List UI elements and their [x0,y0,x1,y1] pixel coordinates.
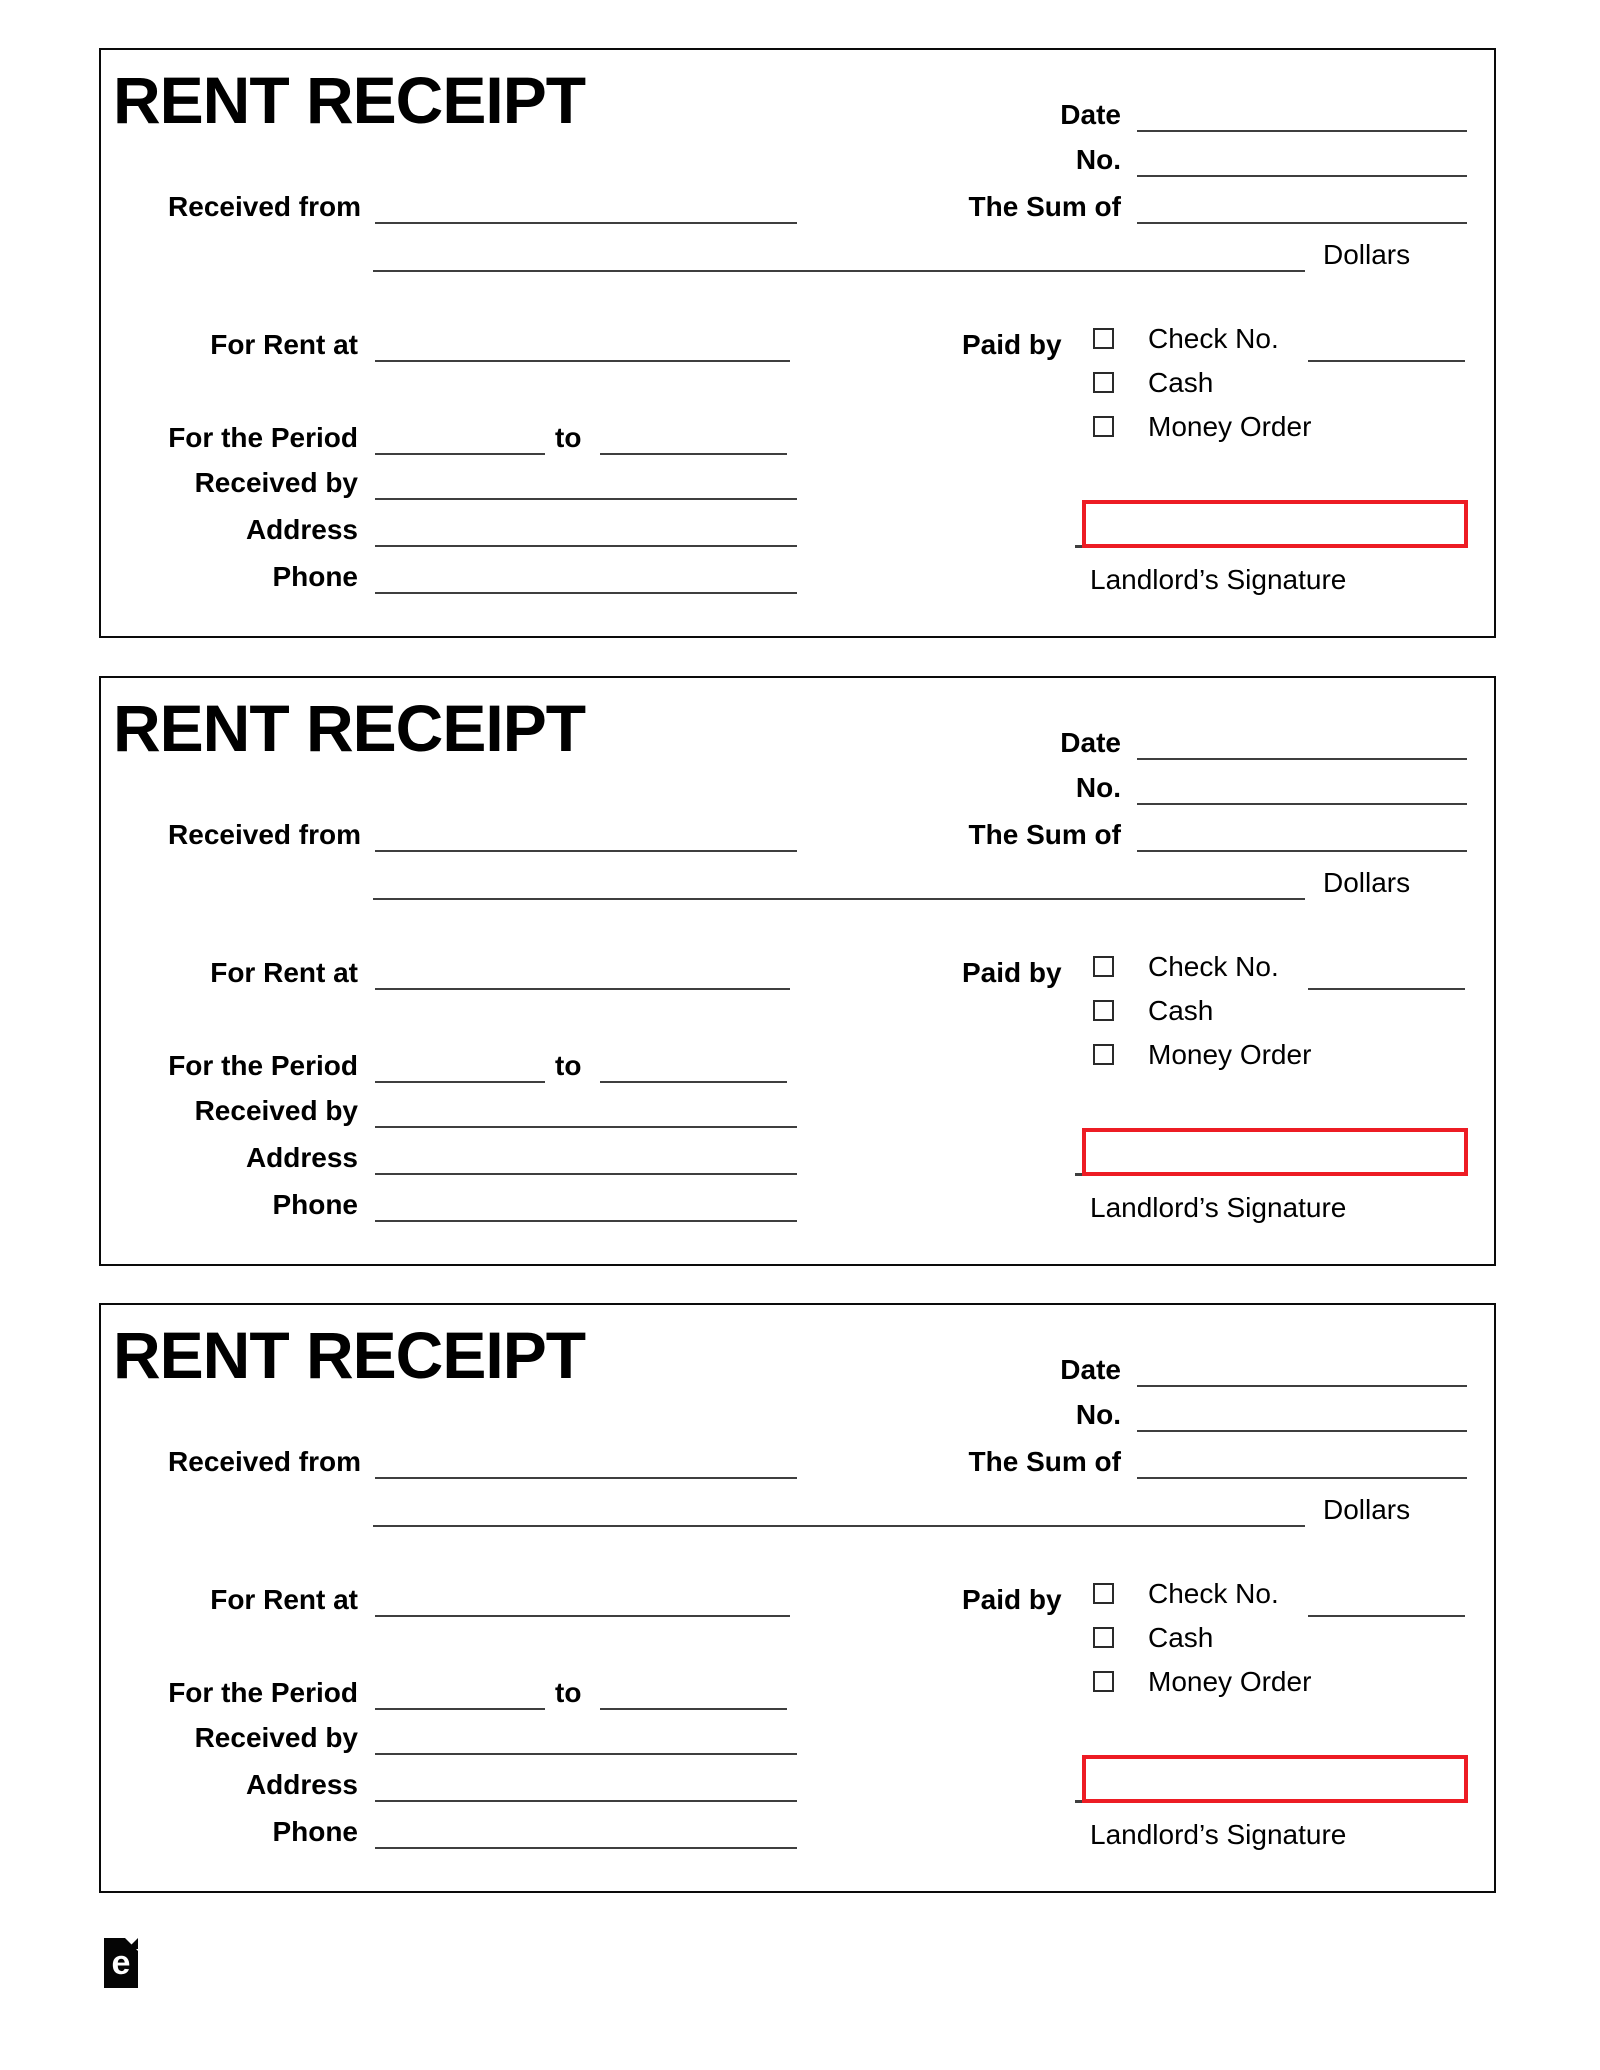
dollars-label: Dollars [1323,239,1411,270]
period-to-label: to [555,1677,582,1708]
landlord-signature-label: Landlord’s Signature [1090,1819,1347,1850]
check-no-label: Check No. [1148,323,1279,354]
for-rent-at-label: For Rent at [210,1584,358,1615]
sum-input-line[interactable] [1137,1477,1467,1479]
received-from-label: Received from [168,1446,361,1477]
receipt-number-label: No. [1075,1399,1121,1430]
rent-receipt-block [99,48,1496,638]
money-order-checkbox[interactable] [1093,1671,1114,1692]
money-order-label: Money Order [1148,411,1312,442]
landlord-signature-label: Landlord’s Signature [1090,1192,1347,1223]
address-input-line[interactable] [375,545,797,547]
money-order-checkbox[interactable] [1093,1044,1114,1065]
paid-by-label: Paid by [962,1584,1062,1615]
receipt-title: RENT RECEIPT [113,691,586,765]
check-no-checkbox[interactable] [1093,328,1114,349]
period-label: For the Period [168,1050,358,1081]
address-label: Address [245,514,358,545]
cash-checkbox[interactable] [1093,1000,1114,1021]
received-from-label: Received from [168,191,361,222]
date-label: Date [1060,1354,1121,1385]
landlord-signature-field[interactable] [1082,500,1468,548]
sum-label: The Sum of [968,819,1121,850]
cash-checkbox[interactable] [1093,372,1114,393]
date-input-line[interactable] [1137,1385,1467,1387]
money-order-label: Money Order [1148,1039,1312,1070]
for-rent-at-label: For Rent at [210,957,358,988]
landlord-signature-label: Landlord’s Signature [1090,564,1347,595]
for-rent-at-input-line[interactable] [375,988,790,990]
receipt-title: RENT RECEIPT [113,63,586,137]
phone-label: Phone [272,1189,358,1220]
check-no-input-line[interactable] [1308,360,1465,362]
receipt-number-input-line[interactable] [1137,1430,1467,1432]
landlord-signature-field[interactable] [1082,1755,1468,1803]
rent-receipt-block [99,676,1496,1266]
receipt-number-input-line[interactable] [1137,175,1467,177]
period-end-input-line[interactable] [600,1708,787,1710]
phone-input-line[interactable] [375,1847,797,1849]
check-no-label: Check No. [1148,951,1279,982]
address-label: Address [245,1769,358,1800]
check-no-input-line[interactable] [1308,1615,1465,1617]
received-by-label: Received by [194,467,358,498]
cash-checkbox[interactable] [1093,1627,1114,1648]
cash-label: Cash [1148,367,1214,398]
address-label: Address [245,1142,358,1173]
amount-words-input-line[interactable] [373,1525,1305,1527]
check-no-checkbox[interactable] [1093,956,1114,977]
received-by-label: Received by [194,1722,358,1753]
phone-input-line[interactable] [375,592,797,594]
period-label: For the Period [168,422,358,453]
paid-by-label: Paid by [962,329,1062,360]
for-rent-at-input-line[interactable] [375,360,790,362]
money-order-checkbox[interactable] [1093,416,1114,437]
money-order-label: Money Order [1148,1666,1312,1697]
dollars-label: Dollars [1323,867,1411,898]
period-label: For the Period [168,1677,358,1708]
sum-label: The Sum of [968,1446,1121,1477]
date-label: Date [1060,99,1121,130]
period-start-input-line[interactable] [375,1081,545,1083]
phone-label: Phone [272,1816,358,1847]
date-input-line[interactable] [1137,758,1467,760]
received-by-input-line[interactable] [375,1753,797,1755]
cash-label: Cash [1148,1622,1214,1653]
received-by-input-line[interactable] [375,498,797,500]
received-from-input-line[interactable] [375,222,797,224]
eforms-logo [104,1938,138,1988]
amount-words-input-line[interactable] [373,270,1305,272]
receipt-title: RENT RECEIPT [113,1318,586,1392]
address-input-line[interactable] [375,1173,797,1175]
phone-input-line[interactable] [375,1220,797,1222]
check-no-checkbox[interactable] [1093,1583,1114,1604]
receipt-number-label: No. [1075,772,1121,803]
rent-receipt-block [99,1303,1496,1893]
check-no-label: Check No. [1148,1578,1279,1609]
received-by-label: Received by [194,1095,358,1126]
address-input-line[interactable] [375,1800,797,1802]
period-end-input-line[interactable] [600,1081,787,1083]
sum-input-line[interactable] [1137,222,1467,224]
period-start-input-line[interactable] [375,453,545,455]
sum-label: The Sum of [968,191,1121,222]
receipt-number-input-line[interactable] [1137,803,1467,805]
received-from-input-line[interactable] [375,850,797,852]
period-start-input-line[interactable] [375,1708,545,1710]
period-to-label: to [555,422,582,453]
date-label: Date [1060,727,1121,758]
received-from-input-line[interactable] [375,1477,797,1479]
received-by-input-line[interactable] [375,1126,797,1128]
period-end-input-line[interactable] [600,453,787,455]
sum-input-line[interactable] [1137,850,1467,852]
phone-label: Phone [272,561,358,592]
period-to-label: to [555,1050,582,1081]
check-no-input-line[interactable] [1308,988,1465,990]
logo-letter: e [111,1944,131,1982]
dollars-label: Dollars [1323,1494,1411,1525]
for-rent-at-label: For Rent at [210,329,358,360]
cash-label: Cash [1148,995,1214,1026]
receipt-number-label: No. [1075,144,1121,175]
landlord-signature-field[interactable] [1082,1128,1468,1176]
received-from-label: Received from [168,819,361,850]
amount-words-input-line[interactable] [373,898,1305,900]
for-rent-at-input-line[interactable] [375,1615,790,1617]
paid-by-label: Paid by [962,957,1062,988]
date-input-line[interactable] [1137,130,1467,132]
